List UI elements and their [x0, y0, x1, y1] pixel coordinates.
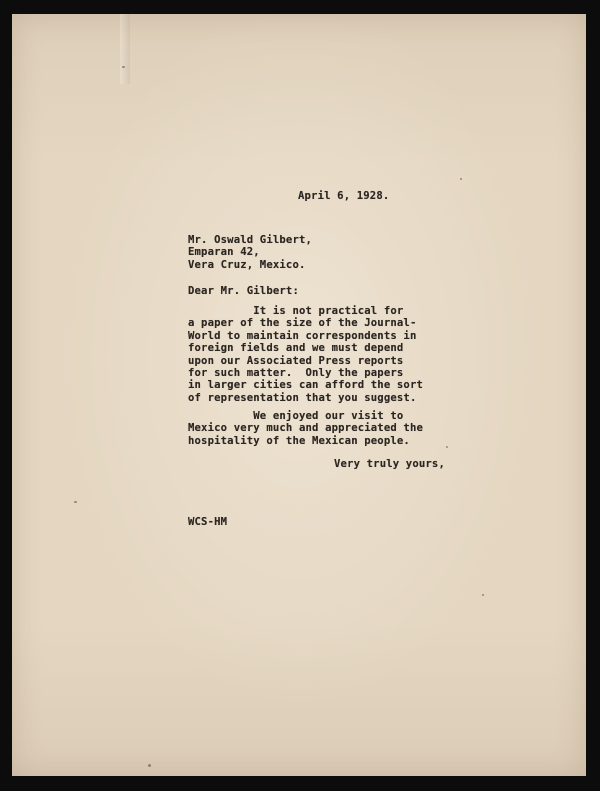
recipient-street-line: Emparan 42, [188, 246, 260, 259]
typist-initials: WCS-HM [188, 516, 228, 528]
closing: Very truly yours, [334, 458, 445, 470]
body-paragraph-2 [188, 410, 423, 447]
paragraph-line: World to maintain correspondents in [188, 329, 417, 342]
paper-speck [460, 178, 462, 180]
paragraph-line: of representation that you suggest. [188, 391, 417, 404]
paragraph-line: in larger cities can afford the sort [188, 379, 424, 392]
salutation: Dear Mr. Gilbert: [188, 285, 299, 297]
paragraph-line: foreign fields and we must depend [188, 342, 404, 355]
recipient-name-line: Mr. Oswald Gilbert, [188, 234, 313, 246]
paper-speck [482, 594, 484, 596]
paper-fold [120, 14, 130, 84]
letter-date: April 6, 1928. [298, 190, 390, 202]
body-paragraph-1 [188, 305, 423, 404]
paragraph-line: for such matter. Only the papers [188, 367, 404, 380]
paper-speck [446, 446, 448, 448]
paper-speck [122, 66, 125, 68]
paper-speck [74, 501, 77, 503]
paper-speck [148, 764, 151, 767]
paragraph-line: It is not practical for [188, 305, 404, 317]
paragraph-line: We enjoyed our visit to [188, 410, 404, 422]
recipient-city-line: Vera Cruz, Mexico. [188, 258, 306, 271]
paragraph-line: Mexico very much and appreciated the [188, 422, 424, 435]
paragraph-line: upon our Associated Press reports [188, 354, 404, 367]
paragraph-line: a paper of the size of the Journal- [188, 317, 417, 330]
paragraph-line: hospitality of the Mexican people. [188, 434, 410, 447]
recipient-address [188, 234, 312, 271]
